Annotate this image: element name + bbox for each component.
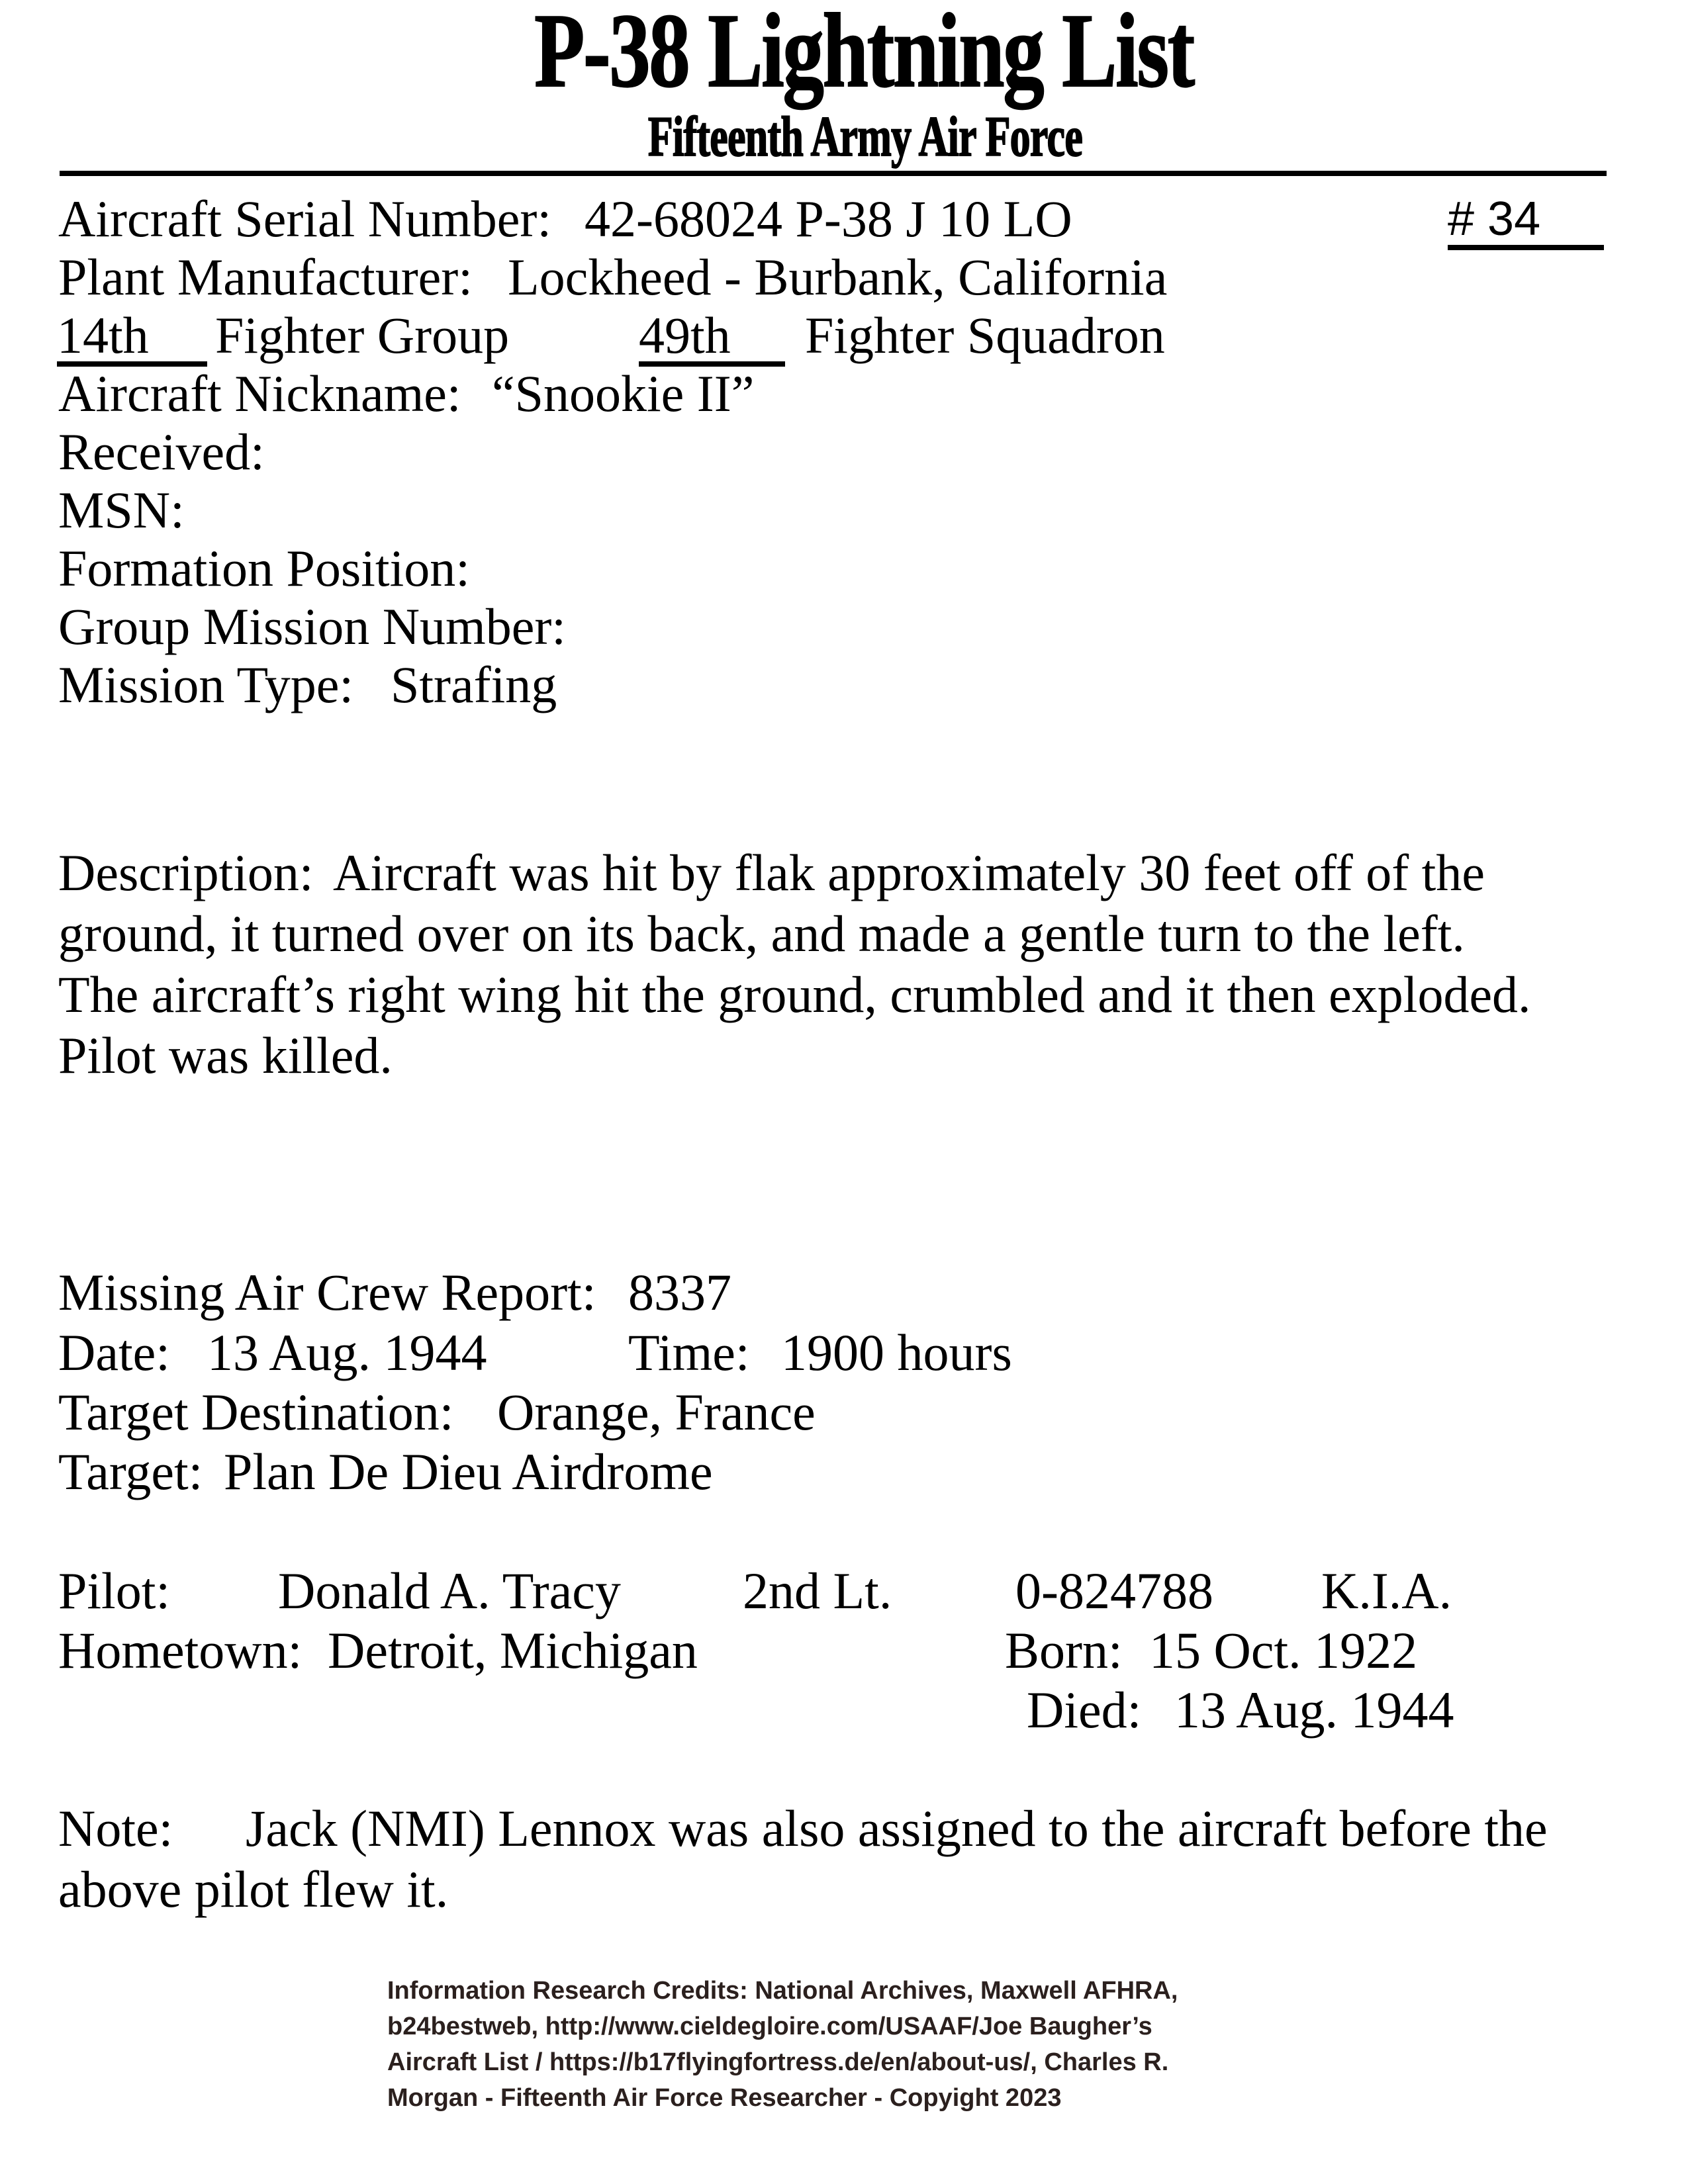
fighter-group-number: 14th bbox=[57, 310, 207, 367]
nickname-value: “Snookie II” bbox=[492, 365, 755, 422]
serial-label: Aircraft Serial Number: bbox=[58, 190, 552, 248]
page-subtitle: Fifteenth Army Air Force bbox=[647, 105, 1083, 168]
description-line-4: Pilot was killed. bbox=[58, 1026, 393, 1084]
target-destination-value: Orange, France bbox=[497, 1383, 816, 1441]
time-value: 1900 hours bbox=[781, 1324, 1012, 1381]
date-label: Date: bbox=[58, 1324, 170, 1381]
formation-position-label: Formation Position: bbox=[58, 539, 470, 597]
description-line-1: Aircraft was hit by flak approximately 30 feet off of the bbox=[333, 844, 1485, 901]
note-line-1: Jack (NMI) Lennox was also assigned to the aircraft before the bbox=[246, 1799, 1548, 1857]
fighter-squadron-number: 49th bbox=[639, 310, 785, 367]
target-destination-label: Target Destination: bbox=[58, 1383, 454, 1441]
msn-label: MSN: bbox=[58, 481, 185, 539]
date-value: 13 Aug. 1944 bbox=[207, 1324, 487, 1381]
credits-line-2: b24bestweb, http://www.cieldegloire.com/USAAF/Joe Baugher’s bbox=[387, 2013, 1152, 2040]
header-divider bbox=[60, 171, 1607, 176]
pilot-rank: 2nd Lt. bbox=[743, 1562, 892, 1619]
mission-type-value: Strafing bbox=[391, 656, 557, 713]
credits-line-3: Aircraft List / https://b17flyingfortress.de/en/about-us/, Charles R. bbox=[387, 2048, 1169, 2076]
died-label: Died: bbox=[1027, 1681, 1142, 1739]
nickname-label: Aircraft Nickname: bbox=[58, 365, 461, 422]
fighter-group-label: Fighter Group bbox=[215, 306, 510, 364]
credits-line-1: Information Research Credits: National Archives, Maxwell AFHRA, bbox=[387, 1977, 1178, 2005]
note-line-2: above pilot flew it. bbox=[58, 1860, 449, 1918]
document-number: # 34 bbox=[1448, 193, 1604, 250]
pilot-status: K.I.A. bbox=[1321, 1562, 1452, 1619]
note-label: Note: bbox=[58, 1799, 173, 1857]
time-label: Time: bbox=[628, 1324, 750, 1381]
born-value: 15 Oct. 1922 bbox=[1149, 1621, 1418, 1679]
description-line-3: The aircraft’s right wing hit the ground, crumbled and it then exploded. bbox=[58, 966, 1531, 1023]
target-label: Target: bbox=[58, 1443, 203, 1500]
macr-label: Missing Air Crew Report: bbox=[58, 1263, 596, 1321]
page-title: P-38 Lightning List bbox=[534, 0, 1194, 109]
fighter-squadron-label: Fighter Squadron bbox=[805, 306, 1165, 364]
pilot-serial-number: 0-824788 bbox=[1015, 1562, 1213, 1619]
description-line-2: ground, it turned over on its back, and made a gentle turn to the left. bbox=[58, 905, 1465, 962]
died-value: 13 Aug. 1944 bbox=[1174, 1681, 1454, 1739]
target-value: Plan De Dieu Airdrome bbox=[224, 1443, 713, 1500]
hometown-label: Hometown: bbox=[58, 1621, 303, 1679]
pilot-label: Pilot: bbox=[58, 1562, 171, 1619]
macr-value: 8337 bbox=[628, 1263, 731, 1321]
credits-block bbox=[387, 1973, 1178, 2116]
pilot-name: Donald A. Tracy bbox=[278, 1562, 621, 1619]
description-label: Description: bbox=[58, 844, 314, 901]
plant-label: Plant Manufacturer: bbox=[58, 248, 473, 306]
born-label: Born: bbox=[1005, 1621, 1123, 1679]
plant-value: Lockheed - Burbank, California bbox=[508, 248, 1168, 306]
mission-type-label: Mission Type: bbox=[58, 656, 353, 713]
credits-line-4: Morgan - Fifteenth Air Force Researcher - Copyight 2023 bbox=[387, 2084, 1062, 2112]
group-mission-number-label: Group Mission Number: bbox=[58, 598, 566, 655]
serial-value: 42-68024 P-38 J 10 LO bbox=[585, 190, 1072, 248]
hometown-value: Detroit, Michigan bbox=[328, 1621, 698, 1679]
received-label: Received: bbox=[58, 423, 265, 480]
